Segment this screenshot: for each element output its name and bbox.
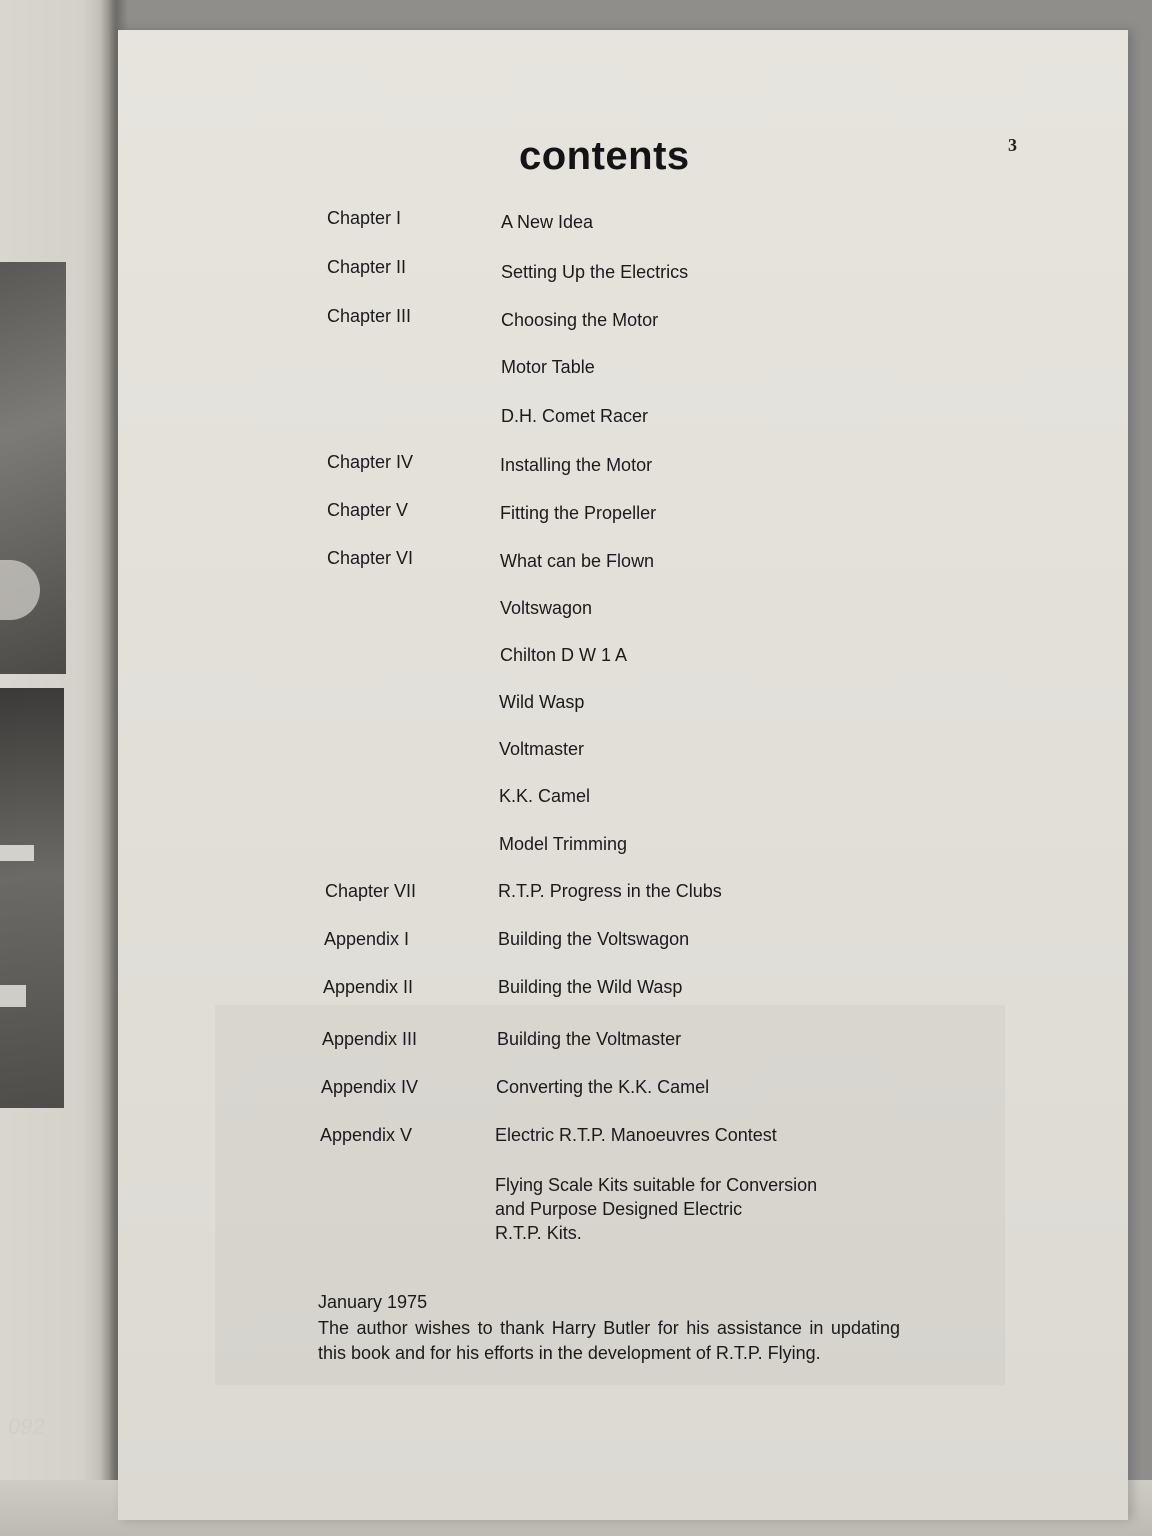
toc-entry-title: Building the Voltmaster xyxy=(497,1029,682,1049)
toc-entry-title: K.K. Camel xyxy=(499,786,591,806)
toc-entry-title: Chilton D W 1 A xyxy=(500,645,628,665)
toc-entry-title: Setting Up the Electrics xyxy=(501,262,689,282)
page-title: contents xyxy=(519,134,690,178)
toc-entry-label: Chapter VII xyxy=(325,881,417,901)
toc-entry-title: Choosing the Motor xyxy=(501,310,659,330)
publication-date: January 1975 xyxy=(318,1292,428,1312)
toc-entry-title: Converting the K.K. Camel xyxy=(496,1077,710,1097)
toc-entry-title: A New Idea xyxy=(501,212,594,232)
toc-entry-title: D.H. Comet Racer xyxy=(501,406,649,426)
acknowledgement-paragraph: The author wishes to thank Harry Butler for his assistance in updating this book and for his efforts in the development of R.T.P. Flying. xyxy=(318,1318,900,1363)
page-number: 3 xyxy=(1008,135,1017,155)
toc-entry-label: Appendix II xyxy=(323,977,414,997)
toc-entry-label: Chapter I xyxy=(327,208,402,228)
toc-entry-label: Chapter II xyxy=(327,257,407,277)
toc-entry-title: Fitting the Propeller xyxy=(500,503,657,523)
toc-entry-title: Motor Table xyxy=(501,357,595,377)
toc-entry-title: Flying Scale Kits suitable for Conversion and Purpose Designed Electric R.T.P. Kits. xyxy=(495,1175,818,1243)
toc-entry-title: Model Trimming xyxy=(499,834,628,854)
toc-entry-title: Voltswagon xyxy=(500,598,593,618)
toc-entry-label: Appendix I xyxy=(324,929,410,949)
toc-entry-label: Appendix IV xyxy=(321,1077,419,1097)
toc-entry-title: Voltmaster xyxy=(499,739,585,759)
toc-entry-label: Appendix III xyxy=(322,1029,418,1049)
aircraft-photo-bottom xyxy=(0,688,64,1439)
toc-entry-label: Chapter III xyxy=(327,306,412,326)
toc-entry-label: Appendix V xyxy=(320,1125,413,1145)
toc-entry-title: R.T.P. Progress in the Clubs xyxy=(498,881,722,901)
aircraft-detail xyxy=(0,845,34,861)
toc-entry-title: Installing the Motor xyxy=(500,455,653,475)
photo-registration-text: 092 xyxy=(8,1414,45,1439)
toc-entry-title: Electric R.T.P. Manoeuvres Contest xyxy=(495,1125,777,1145)
toc-entry-title: Wild Wasp xyxy=(499,692,585,712)
toc-entry-title: What can be Flown xyxy=(500,551,655,571)
toc-entry-label: Chapter IV xyxy=(327,452,414,472)
toc-entry-label: Chapter VI xyxy=(327,548,414,568)
toc-entry-title: Building the Wild Wasp xyxy=(498,977,683,997)
aircraft-detail xyxy=(0,985,26,1007)
toc-entry-title: Building the Voltswagon xyxy=(498,929,690,949)
toc-entry-label: Chapter V xyxy=(327,500,409,520)
